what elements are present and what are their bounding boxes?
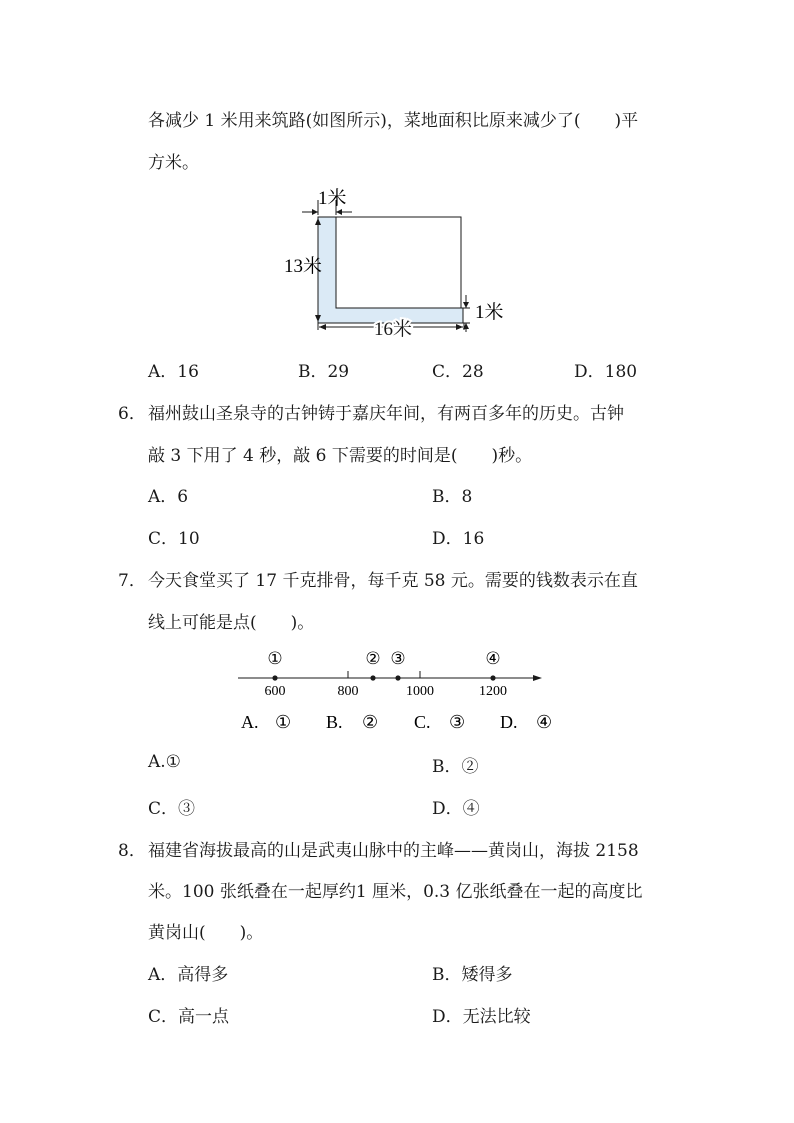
q7-option-b: B．② (432, 757, 479, 777)
q7-text-line2: 线上可能是点( )。 (148, 613, 315, 633)
road-shaded-area (318, 217, 463, 323)
left-dimension-label: 13米 (284, 256, 323, 277)
inline-option-d-letter: D. (500, 712, 518, 732)
tick-label-600: 600 (264, 684, 286, 699)
q6-option-b: B．8 (432, 487, 473, 507)
q6-number: 6． (118, 404, 146, 424)
q7-option-d: D．④ (432, 799, 480, 819)
inline-option-c-mark: ③ (449, 712, 466, 732)
bottom-dimension-label: 16米 (374, 319, 413, 340)
q5-option-d: D．180 (574, 362, 638, 382)
point-3-label: ③ (390, 649, 406, 668)
q6-option-d: D．16 (432, 529, 485, 549)
inline-option-c-letter: C. (414, 712, 431, 732)
point-4-label: ④ (485, 649, 501, 668)
inline-option-b-letter: B. (326, 712, 343, 732)
point-2-label: ② (365, 649, 381, 668)
q6-option-a: A．6 (148, 487, 189, 507)
q8-text-line3: 黄岗山( )。 (148, 923, 264, 943)
q7-number: 7． (118, 571, 146, 591)
q5-l-shape-figure (270, 180, 520, 350)
point-4 (490, 675, 495, 680)
q8-option-b: B．矮得多 (432, 965, 513, 985)
q8-option-c: C．高一点 (148, 1007, 230, 1027)
q6-option-c: C．10 (148, 529, 200, 549)
q8-text-line2: 米。100 张纸叠在一起厚约1 厘米，0.3 亿张纸叠在一起的高度比 (148, 882, 643, 902)
tick-label-1000: 1000 (406, 684, 434, 699)
q6-text-line2: 敲 3 下用了 4 秒，敲 6 下需要的时间是( )秒。 (148, 446, 533, 466)
right-dimension-label: 1米 (475, 302, 504, 323)
q5-option-c: C．28 (432, 362, 484, 382)
point-3 (395, 675, 400, 680)
q5-text-line2: 方米。 (148, 153, 199, 173)
q5-option-a: A．16 (148, 362, 199, 382)
q8-option-a: A．高得多 (148, 965, 229, 985)
tick-label-800: 800 (337, 684, 359, 699)
inline-option-a-mark: ① (275, 712, 292, 732)
q6-text-line1: 福州鼓山圣泉寺的古钟铸于嘉庆年间，有两百多年的历史。古钟 (148, 404, 624, 424)
inline-option-a-letter: A. (241, 712, 259, 732)
point-2 (370, 675, 375, 680)
top-dimension-label: 1米 (318, 188, 347, 209)
axis-arrow (533, 675, 542, 681)
q8-number: 8． (118, 841, 146, 861)
tick-label-1200: 1200 (479, 684, 507, 699)
q8-text-line1: 福建省海拔最高的山是武夷山脉中的主峰——黄岗山，海拔 2158 (148, 841, 639, 861)
q7-number-line-figure (230, 640, 560, 740)
point-1 (272, 675, 277, 680)
point-1-label: ① (267, 649, 283, 668)
q7-option-c: C．③ (148, 799, 196, 819)
inline-option-d-mark: ④ (536, 712, 553, 732)
q5-option-b: B．29 (298, 362, 350, 382)
q8-option-d: D．无法比较 (432, 1007, 531, 1027)
q7-text-line1: 今天食堂买了 17 千克排骨，每千克 58 元。需要的钱数表示在直 (148, 571, 638, 591)
q7-option-a: A.① (148, 752, 181, 772)
q5-text-line1: 各减少 1 米用来筑路(如图所示)，菜地面积比原来减少了( )平 (148, 111, 639, 131)
inline-option-b-mark: ② (362, 712, 379, 732)
field-outline (318, 217, 461, 308)
